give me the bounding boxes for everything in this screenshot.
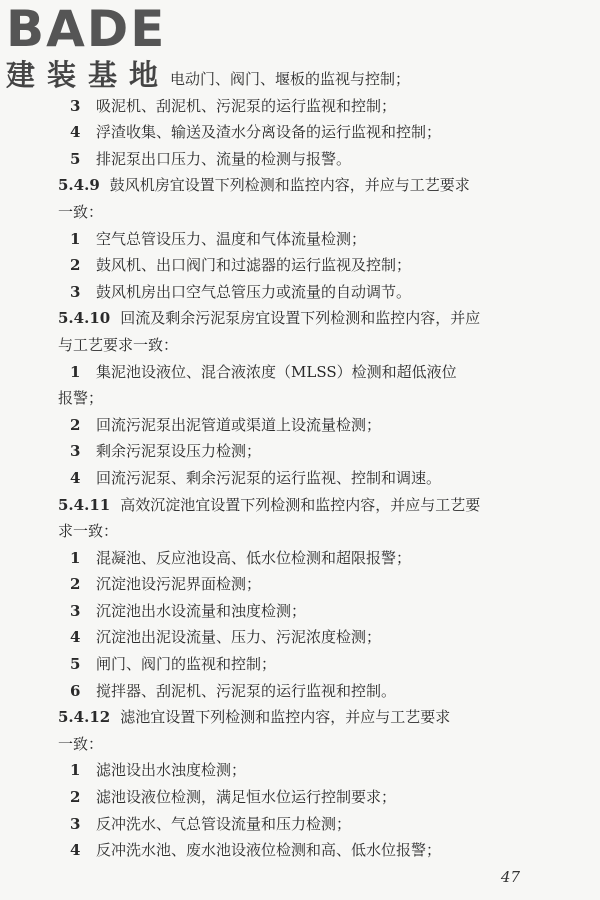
- clause-5-4-9: 5.4.9 鼓风机房宜设置下列检测和监控内容，并应与工艺要求: [58, 176, 470, 195]
- clause-continuation: 一致：: [58, 202, 104, 221]
- item-text: 电动门、阀门、堰板的监视与控制；: [170, 70, 411, 88]
- clause-5-4-12: 5.4.12 滤池宜设置下列检测和监控内容，并应与工艺要求: [58, 708, 451, 727]
- page-number: 47: [500, 868, 520, 886]
- clause-continuation: 与工艺要求一致：: [58, 335, 179, 354]
- list-item: 1 滤池设出水浊度检测；: [70, 761, 247, 780]
- list-item: [0, 66, 600, 93]
- list-item: 2 回流污泥泵出泥管道或渠道上设流量检测；: [70, 415, 382, 434]
- list-item: 3 沉淀池出水设流量和浊度检测；: [70, 601, 307, 620]
- list-item: 4 浮渣收集、输送及渣水分离设备的运行监视和控制；: [70, 123, 442, 142]
- list-item: 2 沉淀池设污泥界面检测；: [70, 575, 262, 594]
- clause-continuation: 一致：: [58, 734, 104, 753]
- list-item: 2 滤池设液位检测，满足恒水位运行控制要求；: [70, 788, 397, 807]
- clause-5-4-10: 5.4.10 回流及剩余污泥泵房宜设置下列检测和监控内容，并应: [58, 309, 481, 328]
- item-continuation: 报警；: [58, 389, 104, 408]
- list-item: 1 集泥池设液位、混合液浓度（MLSS）检测和超低液位: [70, 362, 457, 381]
- list-item: 4 回流污泥泵、剩余污泥泵的运行监视、控制和调速。: [70, 468, 442, 487]
- logo-wordmark: BADE: [6, 0, 167, 58]
- clause-5-4-11: 5.4.11 高效沉淀池宜设置下列检测和监控内容，并应与工艺要: [58, 495, 481, 514]
- list-item: 3 吸泥机、刮泥机、污泥泵的运行监视和控制；: [70, 96, 397, 115]
- list-item: 2 鼓风机、出口阀门和过滤器的运行监视及控制；: [70, 256, 412, 275]
- list-item: 4 沉淀池出泥设流量、压力、污泥浓度检测；: [70, 628, 382, 647]
- clause-continuation: 求一致：: [58, 522, 119, 541]
- list-item: 5 闸门、阀门的监视和控制；: [70, 655, 277, 674]
- list-item: 1 空气总管设压力、温度和气体流量检测；: [70, 229, 367, 248]
- list-item: 3 反冲洗水、气总管设流量和压力检测；: [70, 814, 352, 833]
- list-item: 3 剩余污泥泵设压力检测；: [70, 442, 262, 461]
- list-item: 3 鼓风机房出口空气总管压力或流量的自动调节。: [70, 282, 412, 301]
- list-item: 4 反冲洗水池、废水池设液位检测和高、低水位报警；: [70, 841, 442, 860]
- logo-subtitle: 建装基地: [6, 58, 171, 92]
- list-item: 6 搅拌器、刮泥机、污泥泵的运行监视和控制。: [70, 681, 397, 700]
- list-item: 5 排泥泵出口压力、流量的检测与报警。: [70, 149, 352, 168]
- document-body: [0, 66, 600, 864]
- list-item: 1 混凝池、反应池设高、低水位检测和超限报警；: [70, 548, 412, 567]
